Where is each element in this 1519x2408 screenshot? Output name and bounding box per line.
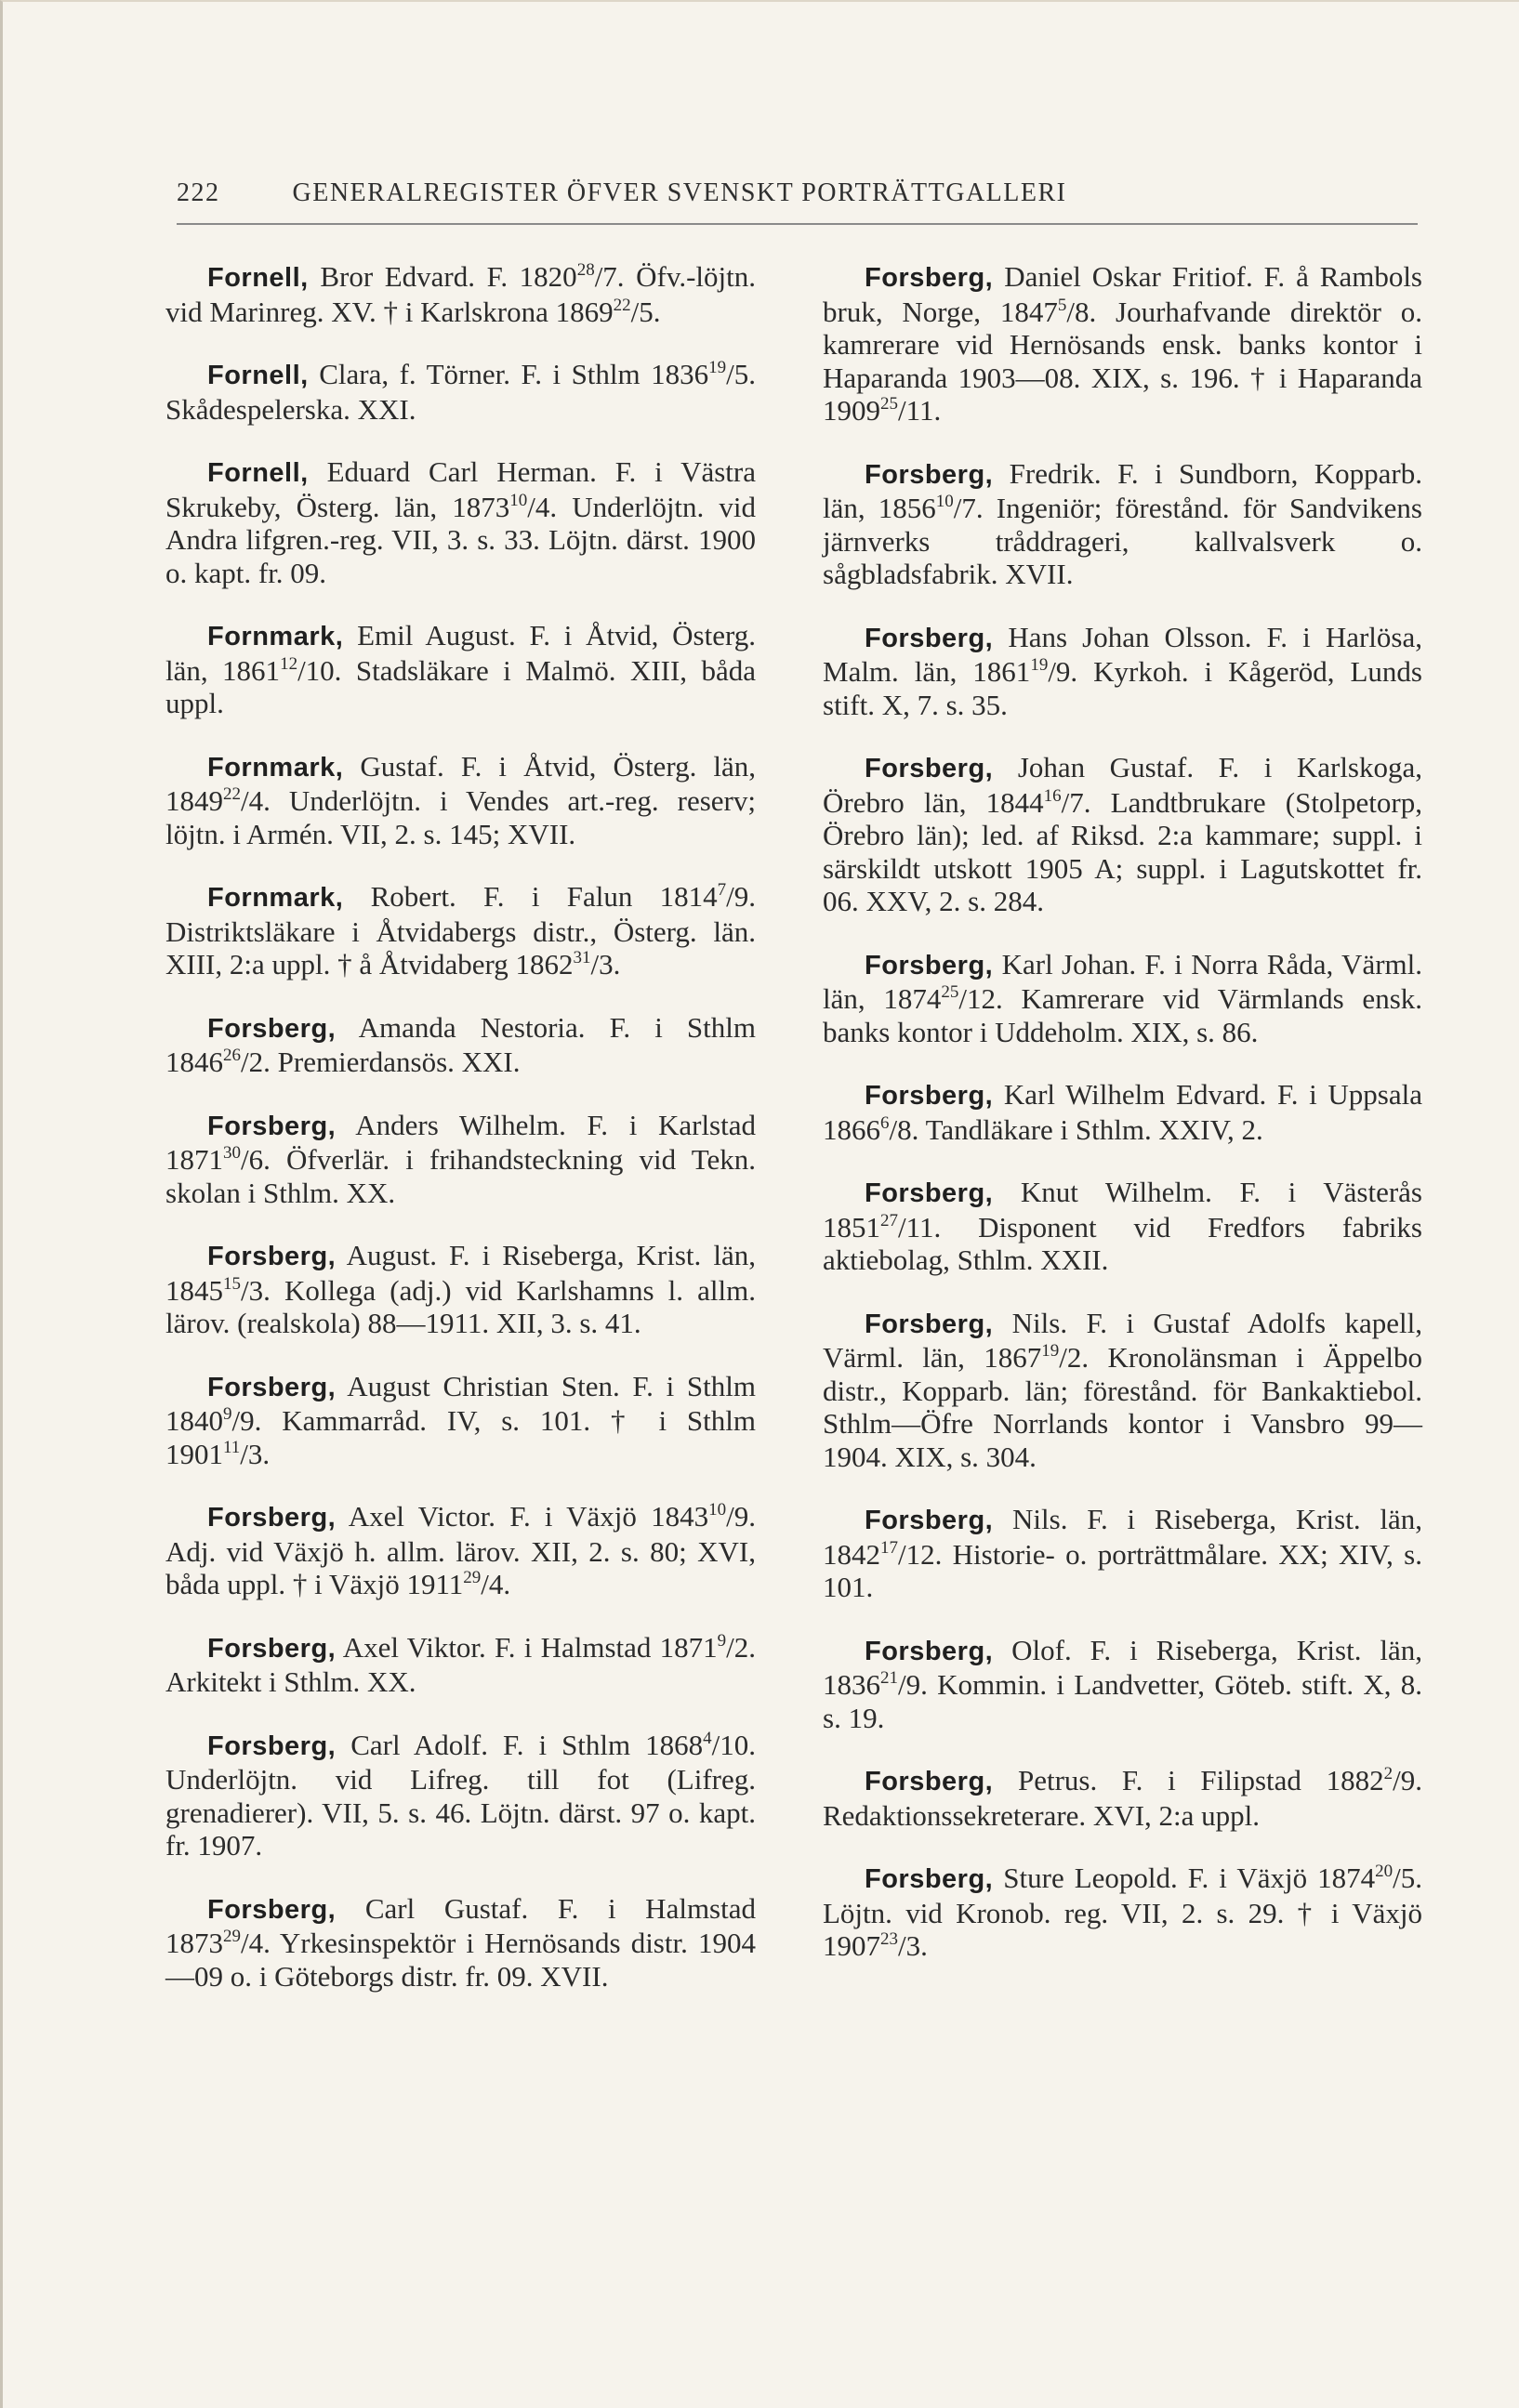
register-entry xyxy=(165,358,756,426)
register-entry xyxy=(823,260,1422,428)
date-month: /9. xyxy=(1393,1764,1423,1796)
right-column xyxy=(823,260,1422,1993)
entry-text: Carl Gustaf. F. i Halmstad 1873 xyxy=(165,1891,756,1959)
date-month: /4. xyxy=(241,1927,271,1959)
date-month: /8. xyxy=(1066,295,1097,328)
date-day: 9 xyxy=(717,1630,727,1651)
entry-text: Olof. F. i Riseberga, Krist. län, 1836 xyxy=(823,1633,1422,1701)
entry-text: Skådespelerska. XXI. xyxy=(165,392,416,426)
entry-text: Stadsläkare i Malmö. XIII, båda uppl. xyxy=(165,653,757,719)
date-month: /6. xyxy=(241,1143,271,1176)
entry-text: Kronolänsman i Äppelbo distr., Kopparb. län; förestånd. för Bankaktiebol. Sthlm—Öfre Norrlands kontor i Vansbro 99—1904. XIX, s. 304. xyxy=(823,1341,1422,1473)
entry-text: Karl Wilhelm Edvard. F. i Uppsala 1866 xyxy=(823,1078,1422,1146)
entry-surname: Forsberg, xyxy=(865,623,994,653)
left-column xyxy=(165,260,756,2022)
entry-text: Underlöjtn. i Vendes art.-reg. reserv; löjtn. i Armén. VII, 2. s. 145; XVII. xyxy=(165,784,756,850)
register-entry xyxy=(165,619,756,720)
date-day: 7 xyxy=(717,880,727,900)
entry-text: Anders Wilhelm. F. i Karlstad 1871 xyxy=(165,1108,756,1176)
date-day: 29 xyxy=(223,1927,241,1946)
date-day: 19 xyxy=(1030,655,1049,675)
date-day: 27 xyxy=(880,1210,898,1230)
register-entry xyxy=(823,1503,1422,1604)
date-month: /4. xyxy=(481,1568,511,1600)
date-day: 25 xyxy=(941,982,959,1002)
entry-text: Sture Leopold. F. i Växjö 1874 xyxy=(1003,1862,1376,1894)
date-day: 4 xyxy=(703,1728,712,1748)
entry-surname: Fornmark, xyxy=(207,883,344,913)
register-entry xyxy=(823,457,1422,591)
date-day: 21 xyxy=(880,1668,898,1688)
entry-text: Redaktionssekreterare. XVI, 2:a uppl. xyxy=(823,1798,1261,1832)
register-entry xyxy=(165,750,756,851)
date-day: 10 xyxy=(509,490,528,510)
date-day: 20 xyxy=(1375,1862,1394,1881)
register-entry xyxy=(165,1729,756,1862)
register-entry xyxy=(165,880,756,981)
register-entry xyxy=(823,948,1422,1049)
entry-text: Underlöjtn. vid Andra lifgren.-reg. VII, 3. s. 33. Löjtn. därst. 1900 o. kapt. fr. 09. xyxy=(165,490,756,589)
date-month: /10. xyxy=(297,653,342,687)
entry-text: Hans Johan Olsson. F. i Harlösa, Malm. län, 1861 xyxy=(823,620,1422,688)
entry-text: Robert. F. i Falun 1814 xyxy=(370,880,718,913)
entry-text: Eduard Carl Herman. F. i Västra Skrukeby, Österg. län, 1873 xyxy=(165,455,757,523)
register-entry xyxy=(823,1078,1422,1146)
date-month: /5. xyxy=(630,295,661,328)
date-day: 10 xyxy=(708,1500,727,1520)
entry-text: Fredrik. F. i Sundborn, Kopparb. län, 1856 xyxy=(823,456,1422,524)
register-entry xyxy=(823,751,1422,918)
entry-text: Axel Victor. F. i Växjö 1843 xyxy=(348,1500,709,1533)
entry-surname: Fornell, xyxy=(207,263,309,293)
date-month: /7. xyxy=(594,260,625,293)
entry-text: Bror Edvard. F. 1820 xyxy=(320,260,577,293)
date-month: /7. xyxy=(1061,785,1091,819)
entry-text: Johan Gustaf. F. i Karlskoga, Örebro län, 1844 xyxy=(823,751,1423,819)
entry-text: Knut Wilhelm. F. i Västerås 1851 xyxy=(823,1176,1422,1243)
entry-text: Landtbrukare (Stolpetorp, Örebro län); led. af Riksd. 2:a kammare; suppl. i särskildt utskott 1905 A; suppl. i Lagutskottet fr. 06. XXV, 2. s. 284. xyxy=(823,785,1422,917)
register-entry xyxy=(165,1239,756,1340)
date-day: 16 xyxy=(1043,785,1062,806)
date-month: /11. xyxy=(898,1210,942,1243)
date-day: 6 xyxy=(880,1112,890,1133)
entry-text: Disponent vid Fredfors fabriks aktiebolag, Sthlm. XXII. xyxy=(823,1210,1422,1276)
date-month: /9. xyxy=(1048,655,1078,688)
register-entry xyxy=(823,1176,1422,1277)
register-entry xyxy=(165,1500,756,1601)
entry-text: Premierdansös. XXI. xyxy=(270,1046,521,1078)
date-day: 23 xyxy=(880,1929,898,1949)
entry-surname: Forsberg, xyxy=(865,1081,994,1111)
entry-surname: Forsberg, xyxy=(207,1503,337,1533)
running-header xyxy=(177,178,1418,208)
entry-surname: Forsberg, xyxy=(207,1894,337,1925)
register-entry xyxy=(823,1307,1422,1474)
register-entry xyxy=(823,621,1422,722)
date-day: 19 xyxy=(1041,1341,1060,1361)
entry-text: August. F. i Riseberga, Krist. län, 1845 xyxy=(165,1239,756,1307)
page-number: 222 xyxy=(177,178,220,207)
date-day: 10 xyxy=(935,492,954,511)
date-day: 30 xyxy=(223,1143,241,1163)
entry-surname: Forsberg, xyxy=(865,263,994,293)
entry-surname: Forsberg, xyxy=(865,1178,994,1208)
entry-surname: Fornell, xyxy=(207,458,309,488)
entry-surname: Forsberg, xyxy=(207,1242,337,1271)
date-month: /9. xyxy=(726,880,757,913)
date-day: 22 xyxy=(223,784,241,804)
entry-surname: Forsberg, xyxy=(865,1309,994,1339)
date-month: /9. xyxy=(231,1404,262,1437)
date-month: /2. xyxy=(726,1630,756,1664)
register-entry xyxy=(165,1370,756,1471)
entry-surname: Fornmark, xyxy=(207,752,344,783)
register-entry xyxy=(823,1862,1422,1963)
entry-text: Adj. vid Växjö h. allm. lärov. XII, 2. s. 80; XVI, båda uppl. † i Växjö 1911 xyxy=(165,1534,756,1600)
date-day: 12 xyxy=(280,653,298,674)
entry-text: Daniel Oskar Fritiof. F. å Rambols bruk, Norge, 1847 xyxy=(823,260,1422,328)
date-month: /3. xyxy=(590,948,621,980)
entry-text: Historie- o. porträttmålare. XX; XIV, s. 101. xyxy=(823,1537,1422,1603)
date-month: /4. xyxy=(527,490,558,523)
entry-text: Öfverlär. i frihandsteckning vid Tekn. skolan i Sthlm. XX. xyxy=(165,1143,756,1209)
entry-text: Nils. F. i Gustaf Adolfs kapell, Värml. län, 1867 xyxy=(823,1306,1423,1374)
date-month: /2. xyxy=(241,1046,271,1078)
running-title: GENERALREGISTER ÖFVER SVENSKT PORTRÄTTGALLERI xyxy=(292,178,1067,207)
date-day: 9 xyxy=(223,1404,232,1424)
entry-surname: Forsberg, xyxy=(865,950,994,980)
entry-text: Gustaf. F. i Åtvid, Österg. län, 1849 xyxy=(165,749,757,817)
entry-text: Nils. F. i Riseberga, Krist. län, 1842 xyxy=(823,1503,1422,1571)
entry-surname: Forsberg, xyxy=(865,1864,994,1894)
entry-text: Tandläkare i Sthlm. XXIV, 2. xyxy=(918,1112,1263,1146)
entry-text: Distriktsläkare i Åtvidabergs distr., Österg. län. XIII, 2:a uppl. † å Åtvidaberg 1862 xyxy=(165,915,756,980)
entry-text: Öfv.-löjtn. vid Marinreg. XV. † i Karlskrona 1869 xyxy=(165,260,757,328)
date-month: /2. xyxy=(1059,1341,1090,1374)
entry-text: Jourhafvande direktör o. kamrerare vid Hernösands ensk. banks kontor i Haparanda 1903—08. XIX, s. 196. † i Haparanda 1909 xyxy=(823,295,1422,427)
register-entry xyxy=(165,1631,756,1699)
entry-text: Kammarråd. IV, s. 101. † i Sthlm 1901 xyxy=(165,1404,756,1470)
register-entry xyxy=(165,455,756,589)
entry-text: Yrkesinspektör i Hernösands distr. 1904—09 o. i Göteborgs distr. fr. 09. XVII. xyxy=(165,1927,756,1993)
date-month: /7. xyxy=(953,492,984,524)
date-day: 26 xyxy=(223,1046,241,1065)
entry-surname: Forsberg, xyxy=(207,1013,337,1044)
register-entry xyxy=(165,1011,756,1079)
date-day: 19 xyxy=(708,358,727,377)
register-entry xyxy=(165,260,756,328)
entry-text: Kamrerare vid Värmlands ensk. banks kontor i Uddeholm. XIX, s. 86. xyxy=(823,982,1423,1048)
header-rule xyxy=(177,223,1418,225)
date-day: 28 xyxy=(576,260,595,280)
date-month: /9. xyxy=(898,1668,928,1701)
date-day: 22 xyxy=(613,295,631,315)
entry-text: Petrus. F. i Filipstad 1882 xyxy=(1017,1764,1384,1796)
entry-surname: Forsberg, xyxy=(207,1111,337,1141)
entry-surname: Forsberg, xyxy=(207,1633,337,1664)
entry-text: Ingeniör; förestånd. för Sandvikens järnverks tråddrageri, kallvalsverk o. sågbladsfabrik. XVII. xyxy=(823,492,1422,590)
date-day: 31 xyxy=(573,948,591,967)
date-month: /4. xyxy=(241,784,271,817)
register-entry xyxy=(165,1109,756,1210)
date-month: /11. xyxy=(898,394,942,427)
entry-surname: Forsberg, xyxy=(865,1636,994,1666)
date-day: 11 xyxy=(223,1437,241,1457)
entry-surname: Fornell, xyxy=(207,361,309,390)
entry-text: Kollega (adj.) vid Karlshamns l. allm. lärov. (realskola) 88—1911. XII, 3. s. 41. xyxy=(165,1273,756,1339)
entry-surname: Forsberg, xyxy=(865,459,994,490)
register-entry xyxy=(165,1892,756,1994)
date-month: /12. xyxy=(898,1537,943,1571)
date-day: 29 xyxy=(463,1568,482,1587)
entry-surname: Forsberg, xyxy=(865,1506,994,1535)
entry-text: Emil August. F. i Åtvid, Österg. län, 1861 xyxy=(165,619,757,687)
entry-text: Axel Viktor. F. i Halmstad 1871 xyxy=(342,1630,718,1664)
entry-text: Underlöjtn. vid Lifreg. till fot (Lifreg. grenadierer). VII, 5. s. 46. Löjtn. därst. 97 o. kapt. fr. 1907. xyxy=(165,1763,756,1862)
entry-surname: Forsberg, xyxy=(865,1767,994,1796)
entry-text: Kommin. i Landvetter, Göteb. stift. X, 8. s. 19. xyxy=(823,1668,1422,1734)
entry-surname: Fornmark, xyxy=(207,622,344,651)
entry-text: Karl Johan. F. i Norra Råda, Värml. län, 1874 xyxy=(823,947,1423,1015)
register-entry xyxy=(823,1764,1422,1832)
entry-text: Arkitekt i Sthlm. XX. xyxy=(165,1665,416,1698)
date-month: /5. xyxy=(1393,1862,1422,1894)
date-month: /8. xyxy=(889,1112,919,1146)
entry-text: Clara, f. Törner. F. i Sthlm 1836 xyxy=(319,358,709,390)
entry-surname: Forsberg, xyxy=(207,1730,337,1761)
date-month: /12. xyxy=(958,982,1003,1015)
entry-text: Carl Adolf. F. i Sthlm 1868 xyxy=(350,1728,704,1761)
entry-text: Kyrkoh. i Kågeröd, Lunds stift. X, 7. s. 35. xyxy=(823,655,1423,721)
date-day: 5 xyxy=(1057,295,1067,315)
date-month: /3. xyxy=(240,1437,271,1470)
date-month: /5. xyxy=(726,358,757,390)
date-day: 15 xyxy=(223,1273,241,1294)
entry-surname: Forsberg, xyxy=(865,754,994,783)
date-month: /10. xyxy=(711,1728,757,1761)
date-month: /3. xyxy=(898,1929,928,1962)
register-entry xyxy=(823,1634,1422,1735)
date-month: /3. xyxy=(241,1273,271,1307)
entry-surname: Forsberg, xyxy=(207,1372,337,1402)
date-day: 25 xyxy=(880,394,898,414)
date-month: /9. xyxy=(726,1500,756,1533)
date-day: 17 xyxy=(880,1537,898,1558)
entry-text: Amanda Nestoria. F. i Sthlm 1846 xyxy=(165,1010,756,1078)
entry-text: Löjtn. vid Kronob. reg. VII, 2. s. 29. † i Växjö 1907 xyxy=(823,1896,1422,1962)
entry-text: August Christian Sten. F. i Sthlm 1840 xyxy=(165,1369,756,1437)
date-day: 2 xyxy=(1383,1764,1394,1783)
